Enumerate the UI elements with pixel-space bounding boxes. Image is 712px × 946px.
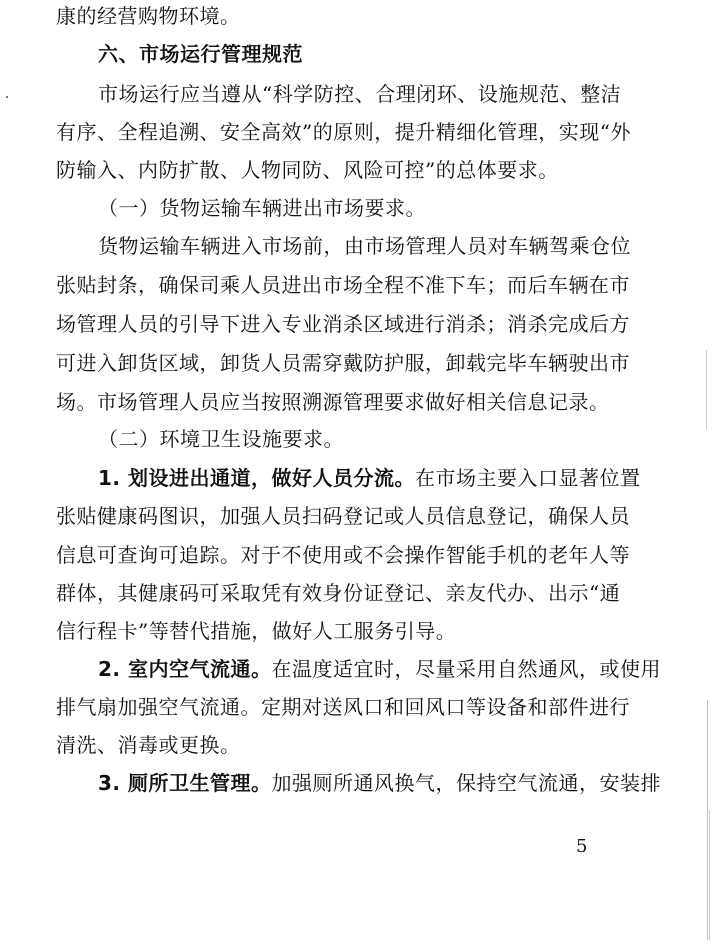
- text-line: 排气扇加强空气流通。定期对送风口和回风口等设备和部件进行: [56, 695, 630, 719]
- list-item-text: 加强厕所通风换气，保持空气流通，安装排: [271, 771, 661, 795]
- text-line: 场管理人员的引导下进入专业消杀区域进行消杀；消杀完成后方: [56, 312, 630, 336]
- list-item-3: [98, 769, 661, 797]
- list-item-lead: 2. 室内空气流通。: [98, 657, 272, 681]
- text-line: 有序、全程追溯、安全高效”的原则，提升精细化管理，实现“外: [56, 120, 631, 144]
- scan-edge-mark: [709, 810, 710, 940]
- text-line: 群体，其健康码可采取凭有效身份证登记、亲友代办、出示“通: [56, 581, 621, 605]
- text-line: 防输入、内防扩散、人物同防、风险可控”的总体要求。: [56, 158, 559, 182]
- list-item-1: [98, 464, 641, 492]
- text-line: 张贴封条，确保司乘人员进出市场全程不准下车；而后车辆在市: [56, 273, 630, 297]
- scan-edge-mark: [706, 350, 707, 430]
- text-line: 康的经营购物环境。: [56, 4, 241, 28]
- list-item-text: 在市场主要入口显著位置: [414, 466, 641, 490]
- list-item-lead: 1. 划设进出通道，做好人员分流。: [98, 466, 415, 490]
- subsection-heading: （一）货物运输车辆进出市场要求。: [98, 196, 426, 220]
- section-heading: 六、市场运行管理规范: [98, 42, 303, 66]
- text-line: 市场运行应当遵从“科学防控、合理闭环、设施规范、整洁: [98, 82, 622, 106]
- scan-dot: [6, 96, 8, 98]
- list-item-lead: 3. 厕所卫生管理。: [98, 771, 272, 795]
- text-line: 货物运输车辆进入市场前，由市场管理人员对车辆驾乘仓位: [98, 234, 631, 258]
- text-line: 可进入卸货区域，卸货人员需穿戴防护服，卸载完毕车辆驶出市: [56, 351, 630, 375]
- list-item-text: 在温度适宜时，尽量采用自然通风，或使用: [271, 657, 661, 681]
- list-item-2: [98, 655, 661, 683]
- text-line: 信息可查询可追踪。对于不使用或不会操作智能手机的老年人等: [56, 543, 630, 567]
- text-line: 场。市场管理人员应当按照溯源管理要求做好相关信息记录。: [56, 390, 610, 414]
- scan-edge-mark: [707, 700, 708, 940]
- subsection-heading: （二）环境卫生设施要求。: [98, 427, 344, 451]
- text-line: 信行程卡”等替代措施，做好人工服务引导。: [56, 619, 457, 643]
- page-number: 5: [576, 836, 588, 857]
- text-line: 清洗、消毒或更换。: [56, 733, 241, 757]
- text-line: 张贴健康码图识，加强人员扫码登记或人员信息登记，确保人员: [56, 504, 630, 528]
